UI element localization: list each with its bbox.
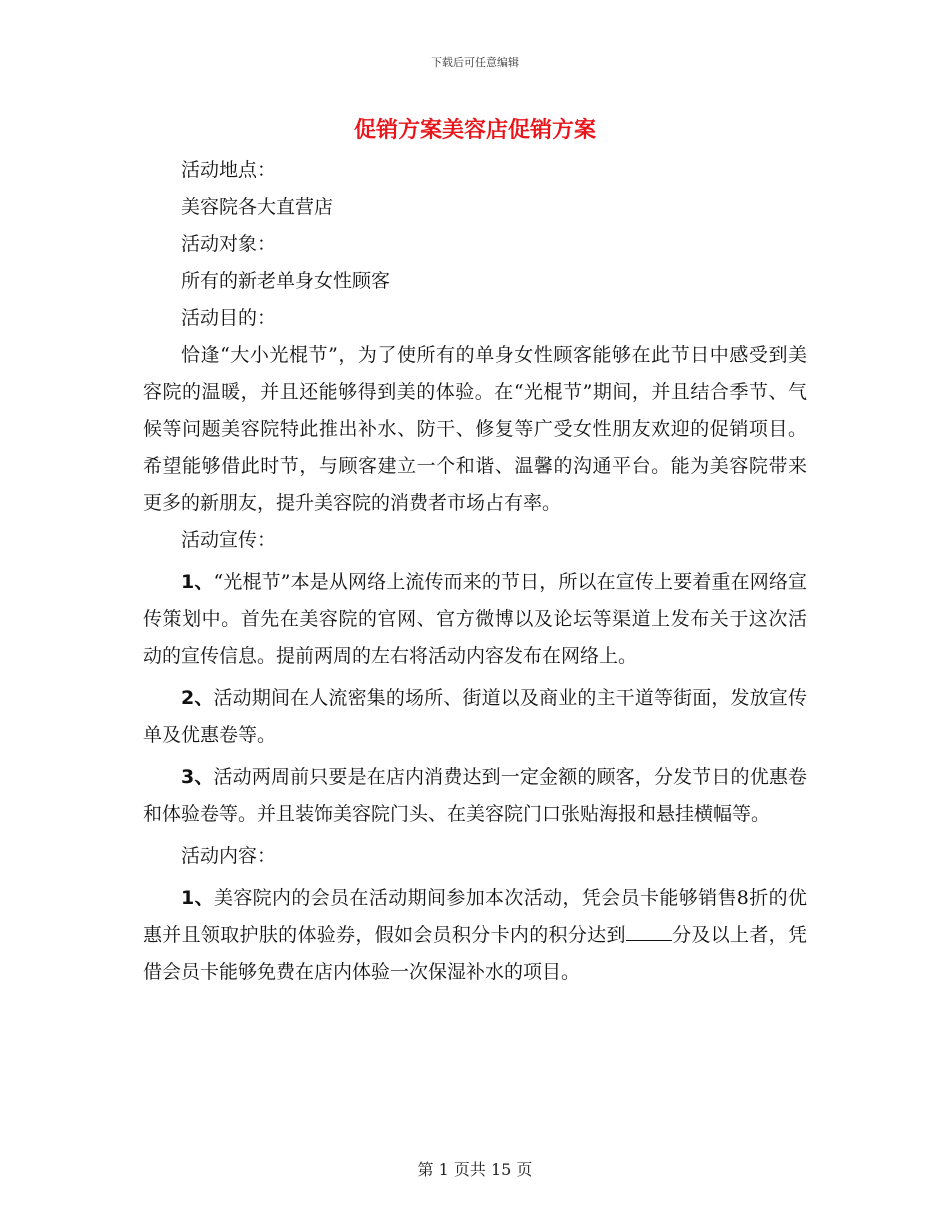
promo-item-1-text: “光棍节”本是从网络上流传而来的节日，所以在宣传上要着重在网络宣传策划中。首先在美容院的官网、官方微博以及论坛等渠道上发布关于这次活动的宣传信息。提前两周的左右将活动内容发布在网络上。 [143, 571, 807, 667]
fill-in-blank [626, 921, 672, 941]
purpose-paragraph: 恰逢“大小光棍节”，为了使所有的单身女性顾客能够在此节日中感受到美容院的温暖，并且还能够得到美的体验。在“光棍节”期间，并且结合季节、气候等问题美容院特此推出补水、防干、修复等广受女性朋友欢迎的促销项目。希望能够借此时节，与顾客建立一个和谐、温馨的沟通平台。能为美容院带来更多的新朋友，提升美容院的消费者市场占有率。 [143, 344, 807, 514]
promo-item-1 [143, 564, 807, 675]
promo-label: 活动宣传： [181, 529, 277, 551]
promo-item-2-number: 2、 [181, 687, 214, 709]
document-title: 促销方案美容店促销方案 [353, 118, 596, 143]
promo-item-3-number: 3、 [181, 766, 214, 788]
purpose-label: 活动目的： [181, 307, 277, 329]
content-label: 活动内容： [181, 845, 277, 867]
content-item-1-text-after: 分及以上者，凭借会员卡能够免费在店内体验一次保湿补水的项目。 [143, 924, 807, 983]
content-item-1 [143, 880, 807, 991]
promo-item-2 [143, 680, 807, 754]
promo-item-1-number: 1、 [181, 571, 214, 593]
target-label: 活动对象： [181, 233, 277, 255]
location-value: 美容院各大直营店 [181, 196, 334, 218]
document-body [143, 152, 807, 991]
target-value: 所有的新老单身女性顾客 [181, 270, 391, 292]
content-item-1-text-before: 美容院内的会员在活动期间参加本次活动，凭会员卡能够销售8折的优惠并且领取护肤的体验券，假如会员积分卡内的积分达到 [143, 887, 807, 946]
location-label: 活动地点： [181, 159, 277, 181]
content-item-1-number: 1、 [181, 887, 214, 909]
page-footer: 第 1 页共 15 页 [417, 1160, 533, 1179]
promo-item-2-text: 活动期间在人流密集的场所、街道以及商业的主干道等街面，发放宣传单及优惠卷等。 [143, 687, 807, 746]
promo-item-3-text: 活动两周前只要是在店内消费达到一定金额的顾客，分发节日的优惠卷和体验卷等。并且装饰美容院门头、在美容院门口张贴海报和悬挂横幅等。 [143, 766, 807, 825]
promo-item-3 [143, 759, 807, 833]
page-header: 下载后可任意编辑 [431, 56, 519, 69]
